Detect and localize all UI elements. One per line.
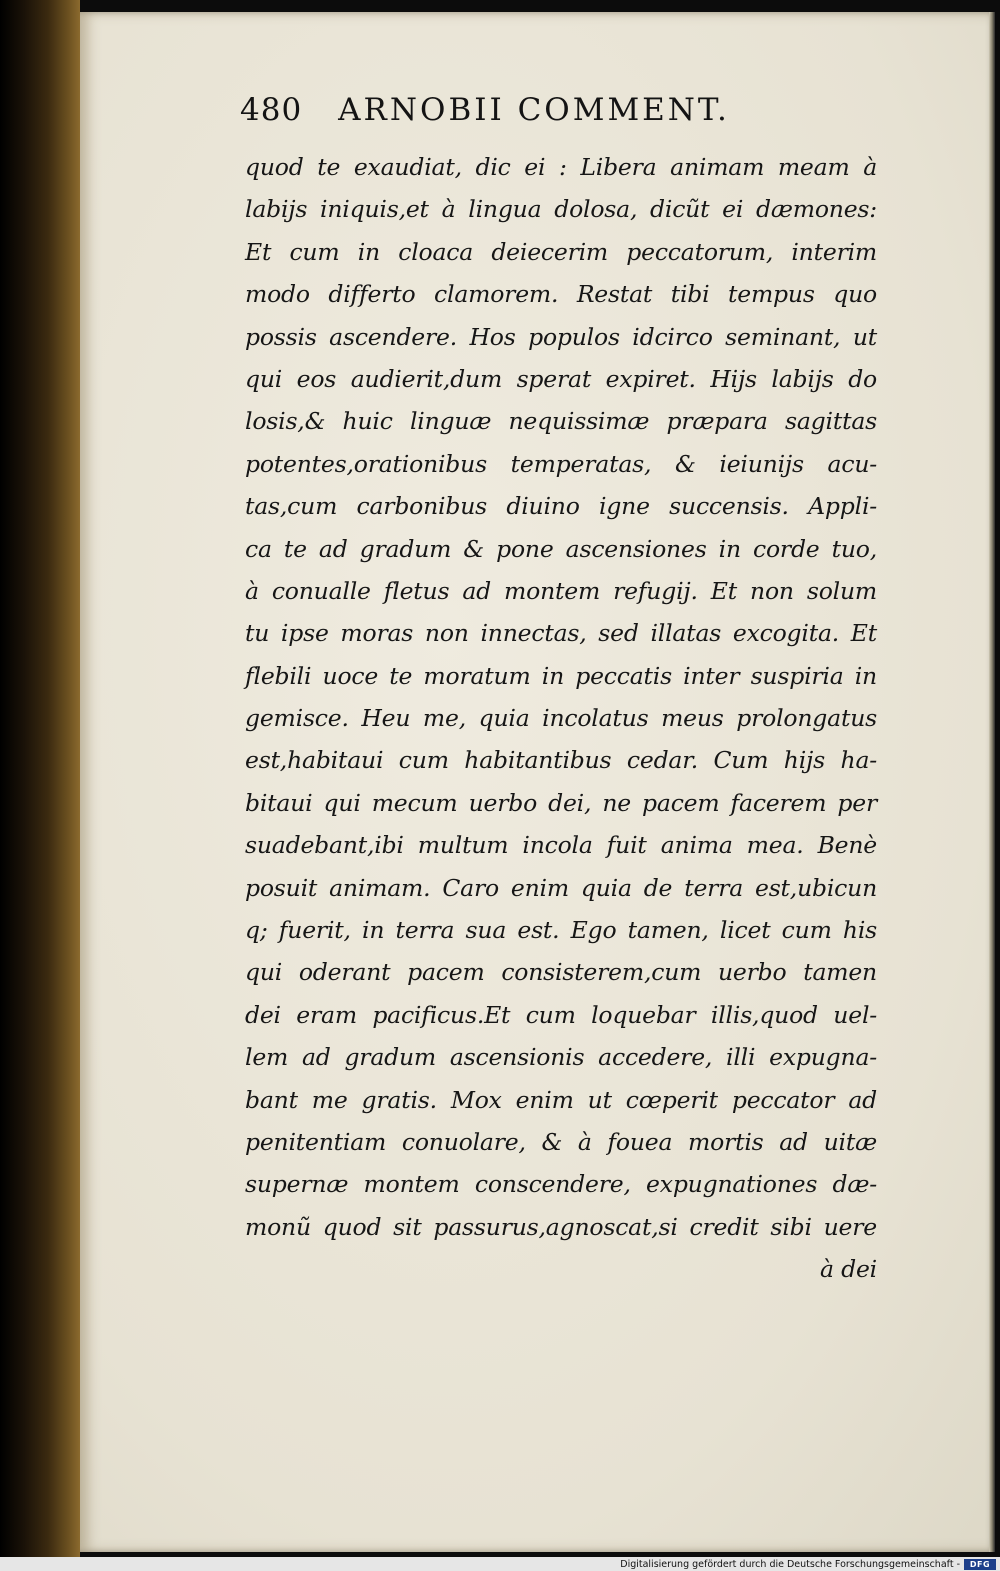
- book-binding-edge: [0, 0, 80, 1557]
- digitization-footer: [0, 1557, 1000, 1571]
- text-line: potentes,orationibus temperatas, & ieiunijs acu-: [245, 449, 877, 478]
- text-line: Et cum in cloaca deiecerim peccatorum, interim: [245, 237, 877, 266]
- text-line: suadebant,ibi multum incola fuit anima mea. Benè: [245, 831, 877, 860]
- text-line: monũ quod sit passurus,agnoscat,si credit sibi uere: [245, 1212, 877, 1241]
- text-line: bant me gratis. Mox enim ut cœperit peccator ad: [245, 1085, 877, 1114]
- text-line: à conualle fletus ad montem refugij. Et non solum: [245, 576, 877, 605]
- text-line: tu ipse moras non innectas, sed illatas excogita. Et: [245, 619, 877, 648]
- text-line: quod te exaudiat, dic ei : Libera animam meam à: [245, 153, 877, 181]
- text-line: q; fuerit, in terra sua est. Ego tamen, licet cum his: [245, 916, 877, 945]
- text-line: est,habitaui cum habitantibus cedar. Cum hijs ha-: [245, 746, 877, 775]
- text-line: supernæ montem conscendere, expugnationes dæ-: [245, 1170, 877, 1199]
- body-text: [245, 146, 877, 1291]
- running-header: [240, 92, 870, 138]
- text-line: dei eram pacificus.Et cum loquebar illis,quod uel-: [245, 1000, 877, 1029]
- text-line: modo differto clamorem. Restat tibi tempus quo: [245, 280, 877, 309]
- dfg-logo-icon: DFG: [964, 1559, 996, 1570]
- text-line: losis,& huic linguæ nequissimæ præpara sagittas: [245, 407, 877, 436]
- text-line: lem ad gradum ascensionis accedere, illi expugna-: [245, 1043, 877, 1072]
- page-edge: [989, 12, 995, 1552]
- text-line: penitentiam conuolare, & à fouea mortis ad uitæ: [245, 1127, 877, 1156]
- page-number: 480: [240, 92, 303, 128]
- funding-credit: Digitalisierung gefördert durch die Deutsche Forschungsgemeinschaft -: [620, 1559, 960, 1570]
- text-line: labijs iniquis,et à lingua dolosa, dicũt ei dæmones:: [245, 195, 877, 224]
- text-line: ca te ad gradum & pone ascensiones in corde tuo,: [245, 534, 877, 563]
- text-line: possis ascendere. Hos populos idcirco seminant, ut: [245, 322, 877, 351]
- catchword: à dei: [820, 1255, 877, 1284]
- text-line: flebili uoce te moratum in peccatis inter suspiria in: [245, 661, 877, 690]
- running-title: ARNOBII COMMENT.: [338, 92, 730, 128]
- text-line: posuit animam. Caro enim quia de terra est,ubicun: [245, 873, 877, 902]
- text-line: tas,cum carbonibus diuino igne succensis. Appli-: [245, 492, 877, 521]
- text-line: qui eos audierit,dum sperat expiret. Hijs labijs do: [245, 364, 877, 393]
- text-line: qui oderant pacem consisterem,cum uerbo tamen: [245, 958, 877, 987]
- text-line: bitaui qui mecum uerbo dei, ne pacem facerem per: [245, 788, 877, 817]
- text-line: gemisce. Heu me, quia incolatus meus prolongatus: [245, 704, 877, 733]
